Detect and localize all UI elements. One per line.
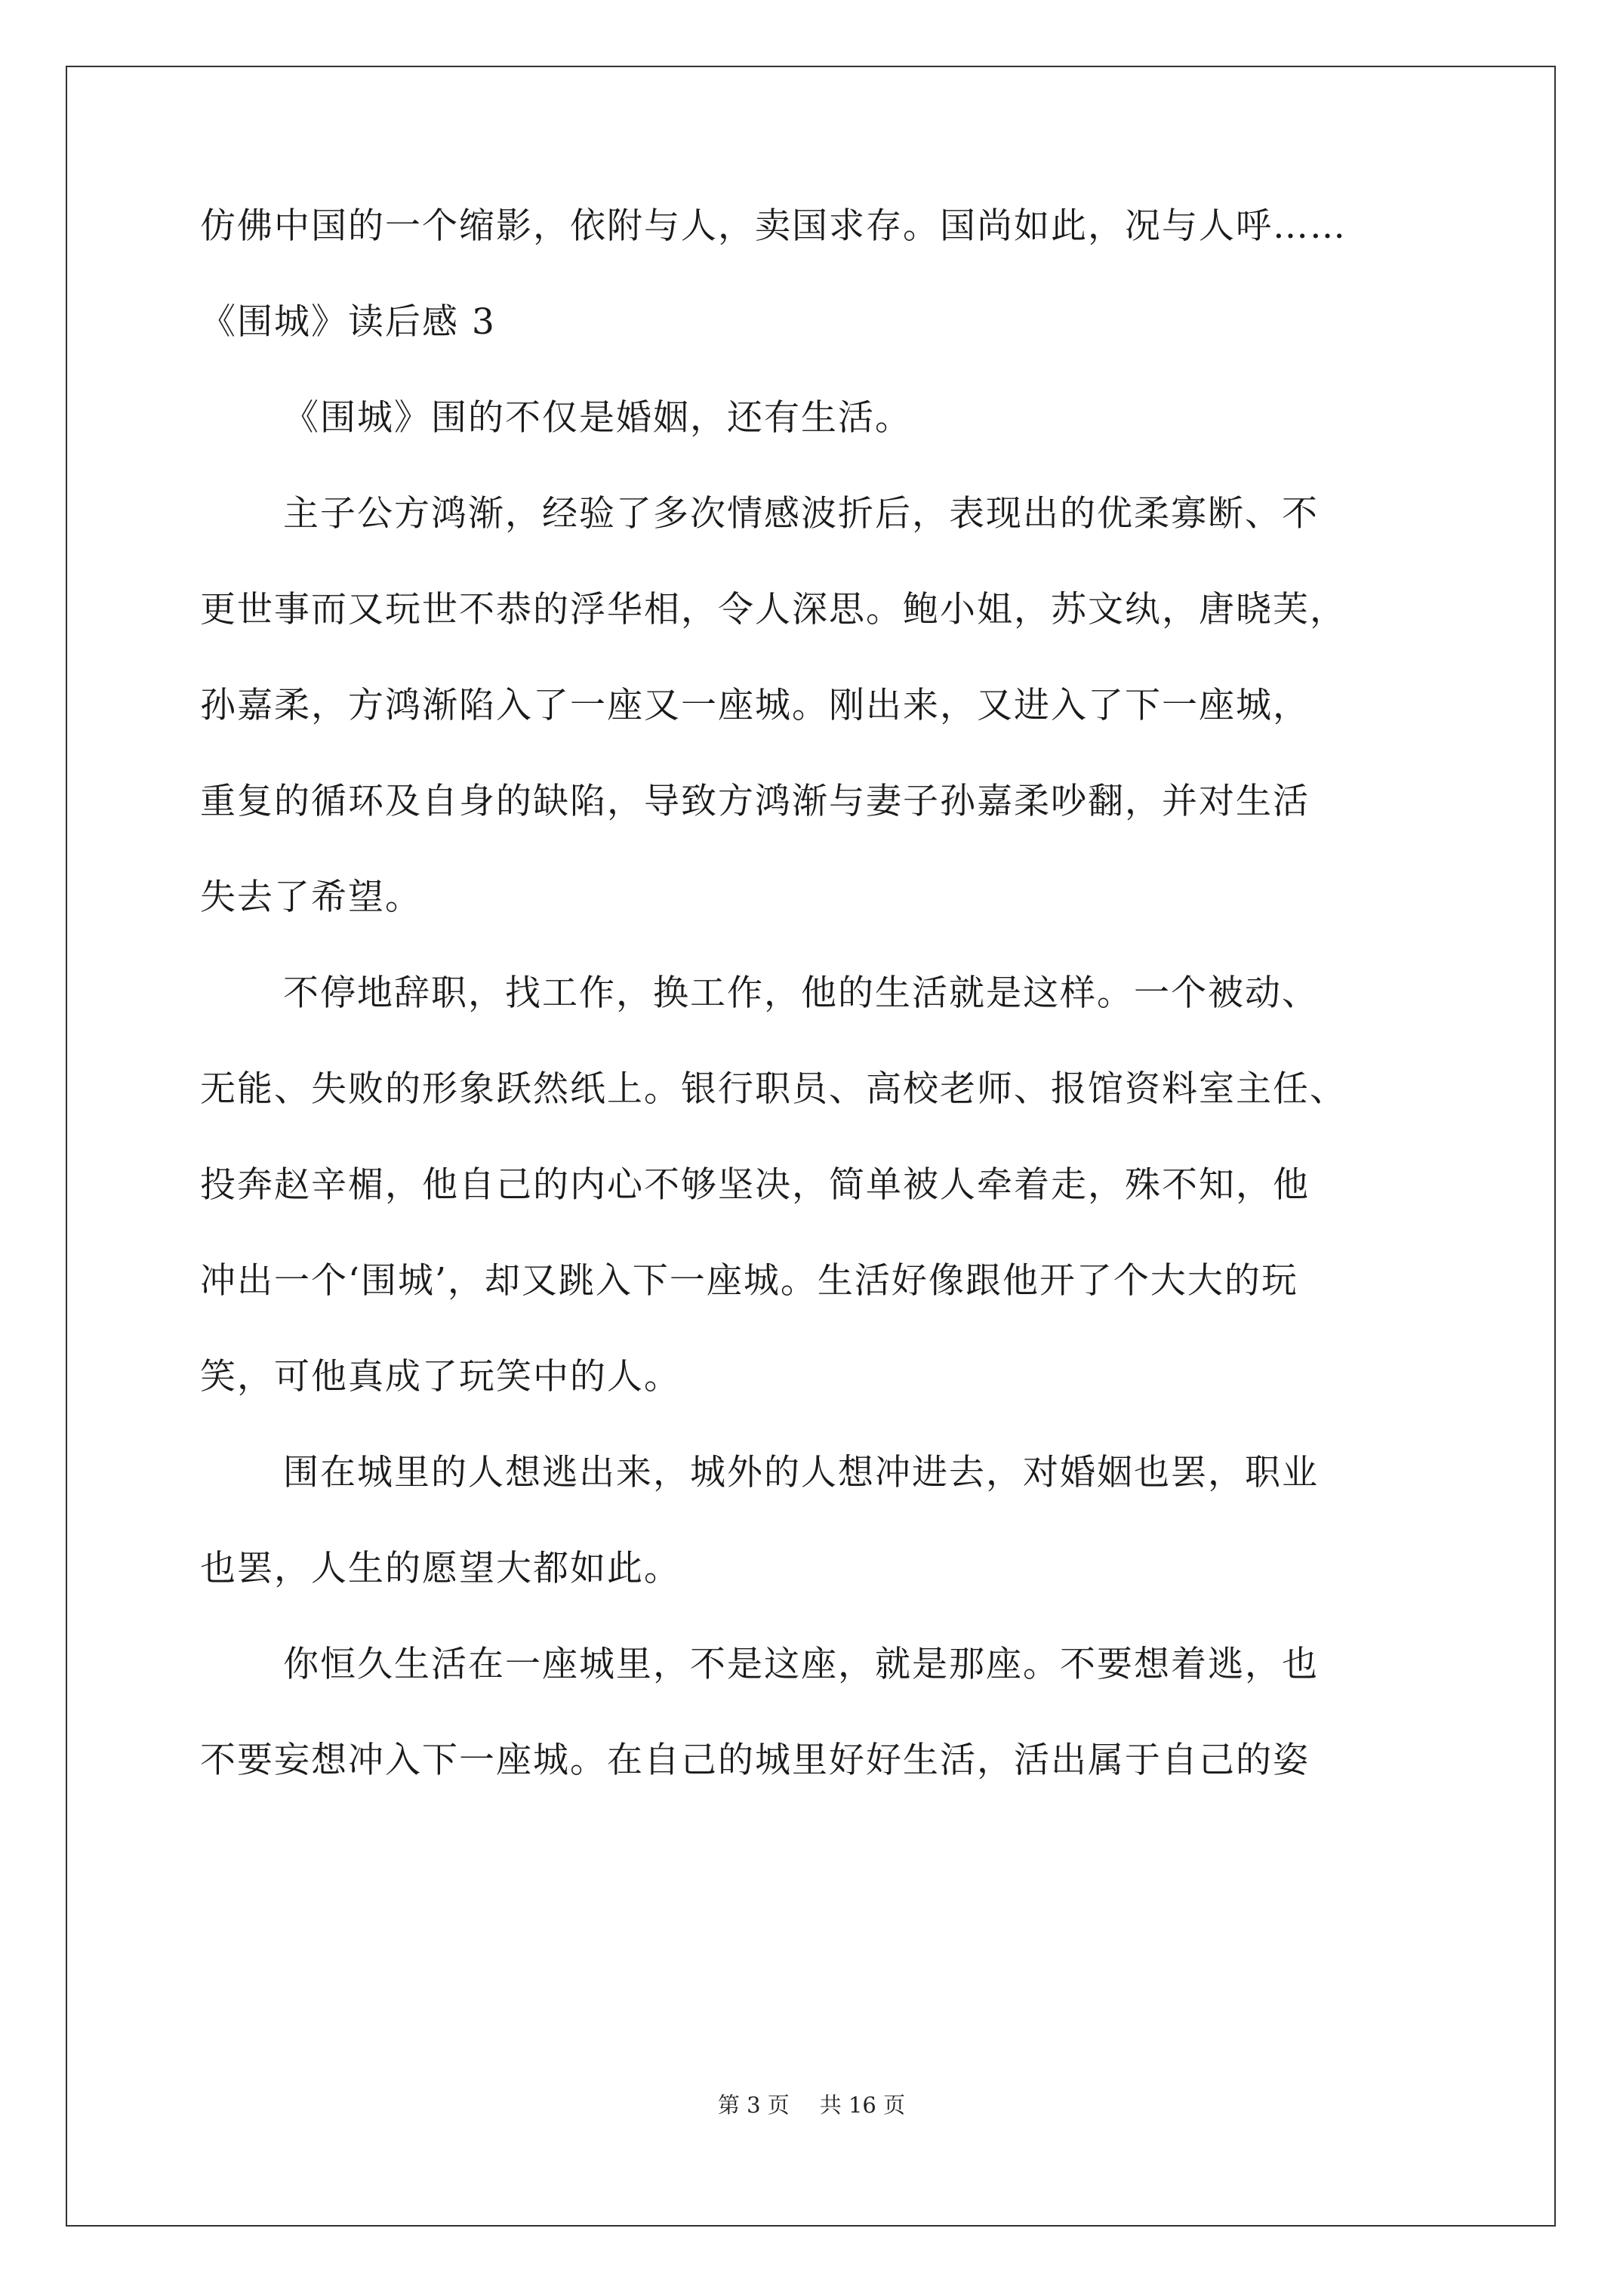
text-line: 孙嘉柔，方鸿渐陷入了一座又一座城。刚出来，又进入了下一座城， [200,685,1310,726]
text-line: 仿佛中国的一个缩影，依附与人，卖国求存。国尚如此，况与人呼…… [200,205,1347,247]
text-line: 围在城里的人想逃出来，城外的人想冲进去，对婚姻也罢，职业 [283,1452,1319,1493]
text-line: 《围城》围的不仅是婚姻，还有生活。 [283,397,912,439]
page-footer [0,2088,1623,2119]
text-line: 更世事而又玩世不恭的浮华相，令人深思。鲍小姐，苏文纨，唐晓芙， [200,589,1347,630]
page-number: 第 3 页 [717,2092,790,2118]
text-line: 笑，可他真成了玩笑中的人。 [200,1356,681,1398]
text-line: 重复的循环及自身的缺陷，导致方鸿渐与妻子孙嘉柔吵翻，并对生活 [200,781,1310,822]
section-heading: 《围城》读后感 3 [200,301,496,343]
text-line: 你恒久生活在一座城里，不是这座，就是那座。不要想着逃，也 [283,1644,1319,1685]
text-line: 不停地辞职，找工作，换工作，他的生活就是这样。一个被动、 [283,972,1319,1014]
text-line: 投奔赵辛楣，他自己的内心不够坚决，简单被人牵着走，殊不知，他 [200,1164,1310,1206]
text-line: 无能、失败的形象跃然纸上。银行职员、高校老师、报馆资料室主任、 [200,1068,1347,1110]
text-line: 失去了希望。 [200,877,422,918]
text-line: 冲出一个‘围城’，却又跳入下一座城。生活好像跟他开了个大大的玩 [200,1260,1298,1302]
page-total: 共 16 页 [819,2092,906,2118]
text-line: 主子公方鸿渐，经验了多次情感波折后，表现出的优柔寡断、不 [283,493,1319,535]
text-line: 不要妄想冲入下一座城。在自己的城里好好生活，活出属于自己的姿 [200,1740,1310,1781]
text-line: 也罢，人生的愿望大都如此。 [200,1548,681,1589]
